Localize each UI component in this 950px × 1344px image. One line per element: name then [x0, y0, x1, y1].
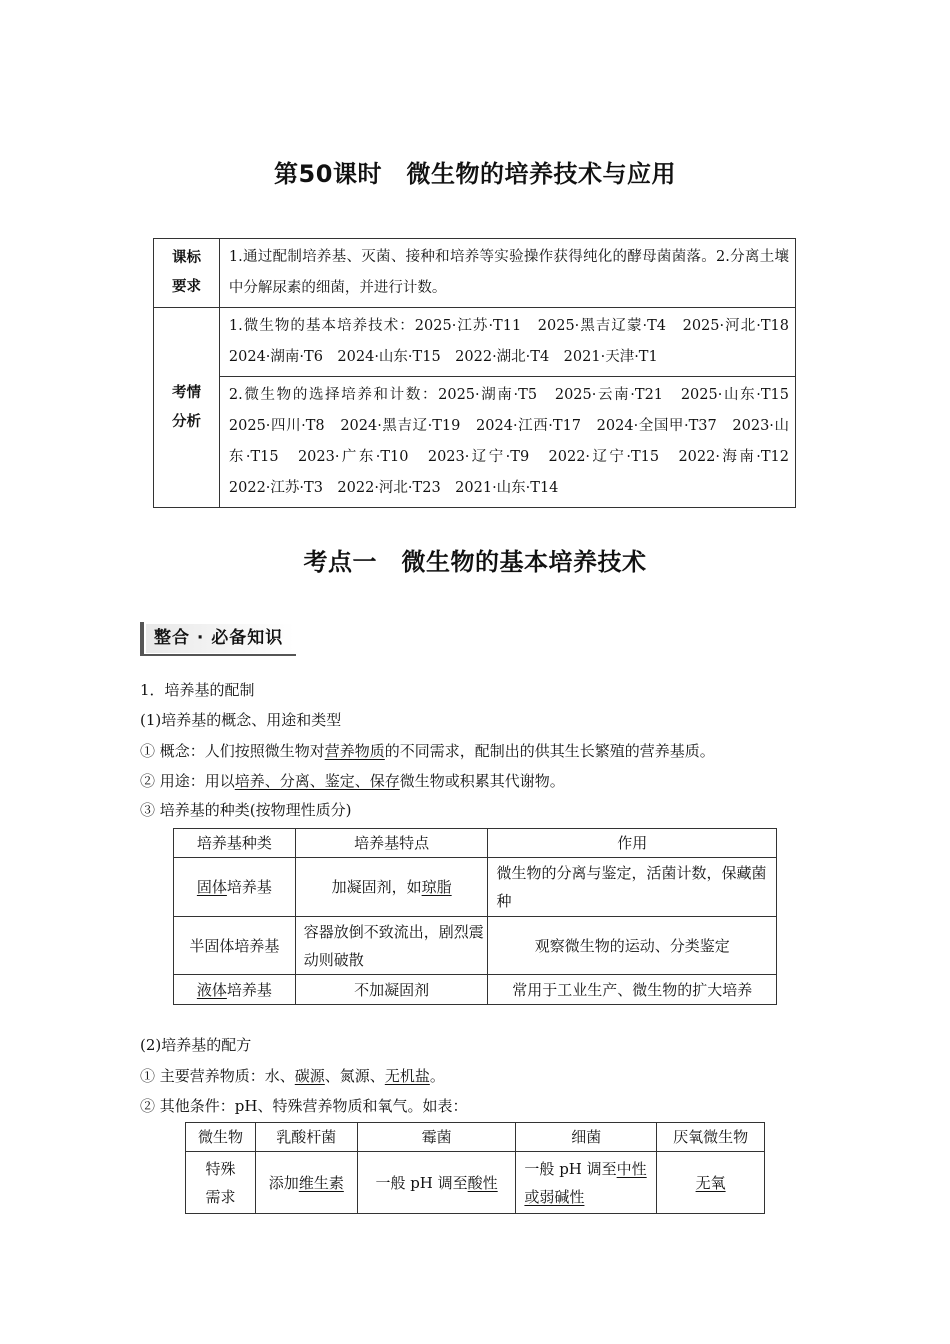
concept-blank: 营养物质 — [324, 742, 385, 760]
subheading-concept-use-type: (1)培养基的概念、用途和类型 — [140, 711, 342, 729]
need-lactobacillus-text: 添加 — [268, 1173, 299, 1192]
type-semisolid: 半固体培养基 — [174, 917, 296, 975]
need-bacteria — [516, 1152, 657, 1214]
type-solid — [174, 858, 296, 917]
header-use: 作用 — [488, 829, 777, 858]
section-label-bar — [140, 622, 144, 656]
feature-liquid: 不加凝固剂 — [295, 975, 488, 1005]
other-conditions-line: ② 其他条件：pH、特殊营养物质和氧气。如表： — [140, 1097, 468, 1115]
subheading-formula: (2)培养基的配方 — [140, 1036, 252, 1054]
nutrients-text-c: 。 — [429, 1067, 445, 1085]
requirements-label-line2: 要求 — [171, 279, 201, 295]
row-label-special-needs — [186, 1152, 256, 1214]
section-title: 考点一 微生物的基本培养技术 — [303, 548, 647, 576]
type-liquid-blank: 液体 — [196, 980, 227, 999]
need-mold-blank: 酸性 — [467, 1173, 498, 1192]
feature-solid-text: 加凝固剂，如 — [331, 878, 422, 896]
row-label-text: 特殊需求 — [205, 1159, 236, 1206]
requirements-label — [154, 239, 220, 308]
types-line: ③ 培养基的种类(按物理性质分) — [140, 801, 352, 819]
feature-solid — [295, 858, 488, 917]
use-text-b: 微生物或积累其代谢物。 — [399, 772, 565, 790]
need-bacteria-text: 一般 pH 调至 — [524, 1159, 617, 1178]
analysis-label-line2: 分析 — [171, 413, 201, 430]
need-mold — [357, 1152, 516, 1214]
need-anaerobe-blank: 无氧 — [695, 1173, 726, 1192]
table-row — [186, 1152, 765, 1214]
use-line — [140, 771, 565, 791]
type-liquid — [174, 975, 296, 1005]
type-liquid-rest: 培养基 — [226, 980, 272, 999]
header-lactobacillus: 乳酸杆菌 — [255, 1123, 357, 1152]
requirements-label-line1: 课标 — [171, 250, 201, 266]
need-mold-text: 一般 pH 调至 — [375, 1173, 468, 1192]
use-liquid: 常用于工业生产、微生物的扩大培养 — [488, 975, 777, 1005]
requirements-table — [153, 238, 804, 508]
use-text-a: ② 用途：用以 — [140, 772, 235, 790]
section-label-underline — [144, 654, 296, 656]
use-solid: 微生物的分离与鉴定，活菌计数，保藏菌种 — [488, 858, 777, 917]
type-solid-blank: 固体 — [196, 878, 227, 896]
nutrients-blank-salt: 无机盐 — [384, 1067, 430, 1085]
header-bacteria: 细菌 — [516, 1123, 657, 1152]
analysis-label-line1: 考情 — [171, 384, 201, 401]
use-blank: 培养、分离、鉴定、保存 — [234, 772, 400, 790]
feature-solid-blank: 琼脂 — [421, 878, 452, 896]
header-feature: 培养基特点 — [295, 829, 488, 858]
nutrients-line — [140, 1066, 445, 1086]
analysis-item-2: 2.微生物的选择培养和计数：2025·湖南·T5 2025·云南·T21 2025·山东·T15 2025·四川·T8 2024·黑吉辽·T19 2024·江西·T17 2024·全国甲·T37 2023·山东·T15 2023·广东·T10 2023·辽宁·T9 2022·辽宁·T15 2022·海南·T12 2022·江苏·T3 2022·河北·T23 2021·山东·T14 — [219, 377, 795, 508]
table-row — [174, 917, 777, 975]
requirements-text: 1.通过配制培养基、灭菌、接种和培养等实验操作获得纯化的酵母菌菌落。2.分离土壤中分解尿素的细菌，并进行计数。 — [219, 239, 795, 308]
table-header-row — [186, 1123, 765, 1152]
header-mold: 霉菌 — [357, 1123, 516, 1152]
need-bacteria-blank: 中性或弱碱性 — [524, 1159, 647, 1206]
concept-text-a: ① 概念：人们按照微生物对 — [140, 742, 325, 760]
type-solid-rest: 培养基 — [226, 878, 272, 896]
header-microbe: 微生物 — [186, 1123, 256, 1152]
page-title: 第50课时 微生物的培养技术与应用 — [274, 160, 676, 188]
nutrients-text-a: ① 主要营养物质：水、 — [140, 1067, 295, 1085]
nutrients-text-b: 、氮源、 — [324, 1067, 385, 1085]
nutrients-blank-carbon: 碳源 — [294, 1067, 325, 1085]
section-label-text: 整合 · 必备知识 — [154, 628, 284, 648]
header-type: 培养基种类 — [174, 829, 296, 858]
analysis-item-1: 1.微生物的基本培养技术：2025·江苏·T11 2025·黑吉辽蒙·T4 2025·河北·T18 2024·湖南·T6 2024·山东·T15 2022·湖北·T4 2021·天津·T1 — [219, 308, 795, 377]
heading-medium-prep: 1．培养基的配制 — [140, 681, 255, 699]
analysis-row-1 — [154, 308, 796, 377]
section-label — [140, 620, 296, 656]
analysis-label — [154, 308, 220, 508]
requirements-row — [154, 239, 796, 308]
table-row — [174, 858, 777, 917]
table-header-row — [174, 829, 777, 858]
use-semisolid: 观察微生物的运动、分类鉴定 — [488, 917, 777, 975]
feature-semisolid: 容器放倒不致流出，剧烈震动则破散 — [295, 917, 488, 975]
need-anaerobe — [657, 1152, 765, 1214]
special-needs-table — [185, 1122, 765, 1214]
need-lactobacillus — [255, 1152, 357, 1214]
medium-types-table — [173, 828, 777, 1005]
table-row — [174, 975, 777, 1005]
analysis-row-2 — [154, 377, 796, 508]
concept-text-b: 的不同需求，配制出的供其生长繁殖的营养基质。 — [384, 742, 715, 760]
need-lactobacillus-blank: 维生素 — [298, 1173, 344, 1192]
header-anaerobe: 厌氧微生物 — [657, 1123, 765, 1152]
concept-line — [140, 741, 715, 761]
